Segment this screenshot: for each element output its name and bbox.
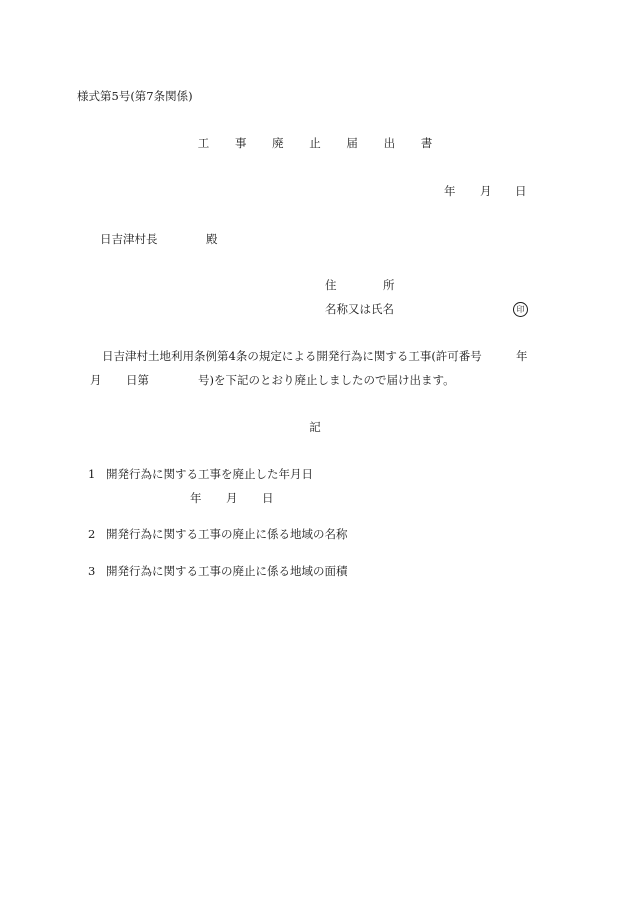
seal-icon: 印 <box>513 302 528 317</box>
abolition-month: 月 <box>226 491 238 505</box>
item-text: 開発行為に関する工事の廃止に係る地域の名称 <box>106 527 348 541</box>
title-char: 廃 <box>272 136 284 150</box>
date-day: 日 <box>515 184 527 198</box>
title-char: 届 <box>346 136 358 150</box>
permit-year: 年 <box>516 349 528 363</box>
permit-month: 月 <box>90 373 102 387</box>
date-month: 月 <box>480 184 492 198</box>
sender-address-label <box>325 278 395 292</box>
addressee <box>100 232 218 246</box>
permit-day: 日第 <box>126 373 149 387</box>
ki-heading: 記 <box>309 420 321 434</box>
item-number: 1 <box>88 467 96 481</box>
addressee-name: 日吉津村長 <box>100 232 158 246</box>
form-number: 様式第5号(第7条関係) <box>77 89 193 103</box>
title-char: 止 <box>309 136 321 150</box>
address-label-first: 住 <box>325 278 337 292</box>
sender-name-label: 名称又は氏名 <box>325 302 394 316</box>
item-text: 開発行為に関する工事を廃止した年月日 <box>106 467 313 481</box>
addressee-honorific: 殿 <box>206 232 218 246</box>
abolition-day: 日 <box>262 491 274 505</box>
abolition-year: 年 <box>190 491 202 505</box>
item-number: 2 <box>88 527 96 541</box>
title-char: 事 <box>234 136 247 150</box>
item-number: 3 <box>88 564 96 578</box>
item-text: 開発行為に関する工事の廃止に係る地域の面積 <box>106 564 348 578</box>
title-char: 工 <box>197 136 210 150</box>
date-year: 年 <box>444 184 456 198</box>
body-text-rest: 号)を下記のとおり廃止しましたので届け出ます。 <box>198 373 455 387</box>
title-char: 出 <box>383 136 396 150</box>
title-char: 書 <box>420 136 433 150</box>
document-title <box>0 138 630 150</box>
body-text-line1: 日吉津村土地利用条例第4条の規定による開発行為に関する工事(許可番号 <box>102 349 482 363</box>
address-label-second: 所 <box>383 278 395 292</box>
